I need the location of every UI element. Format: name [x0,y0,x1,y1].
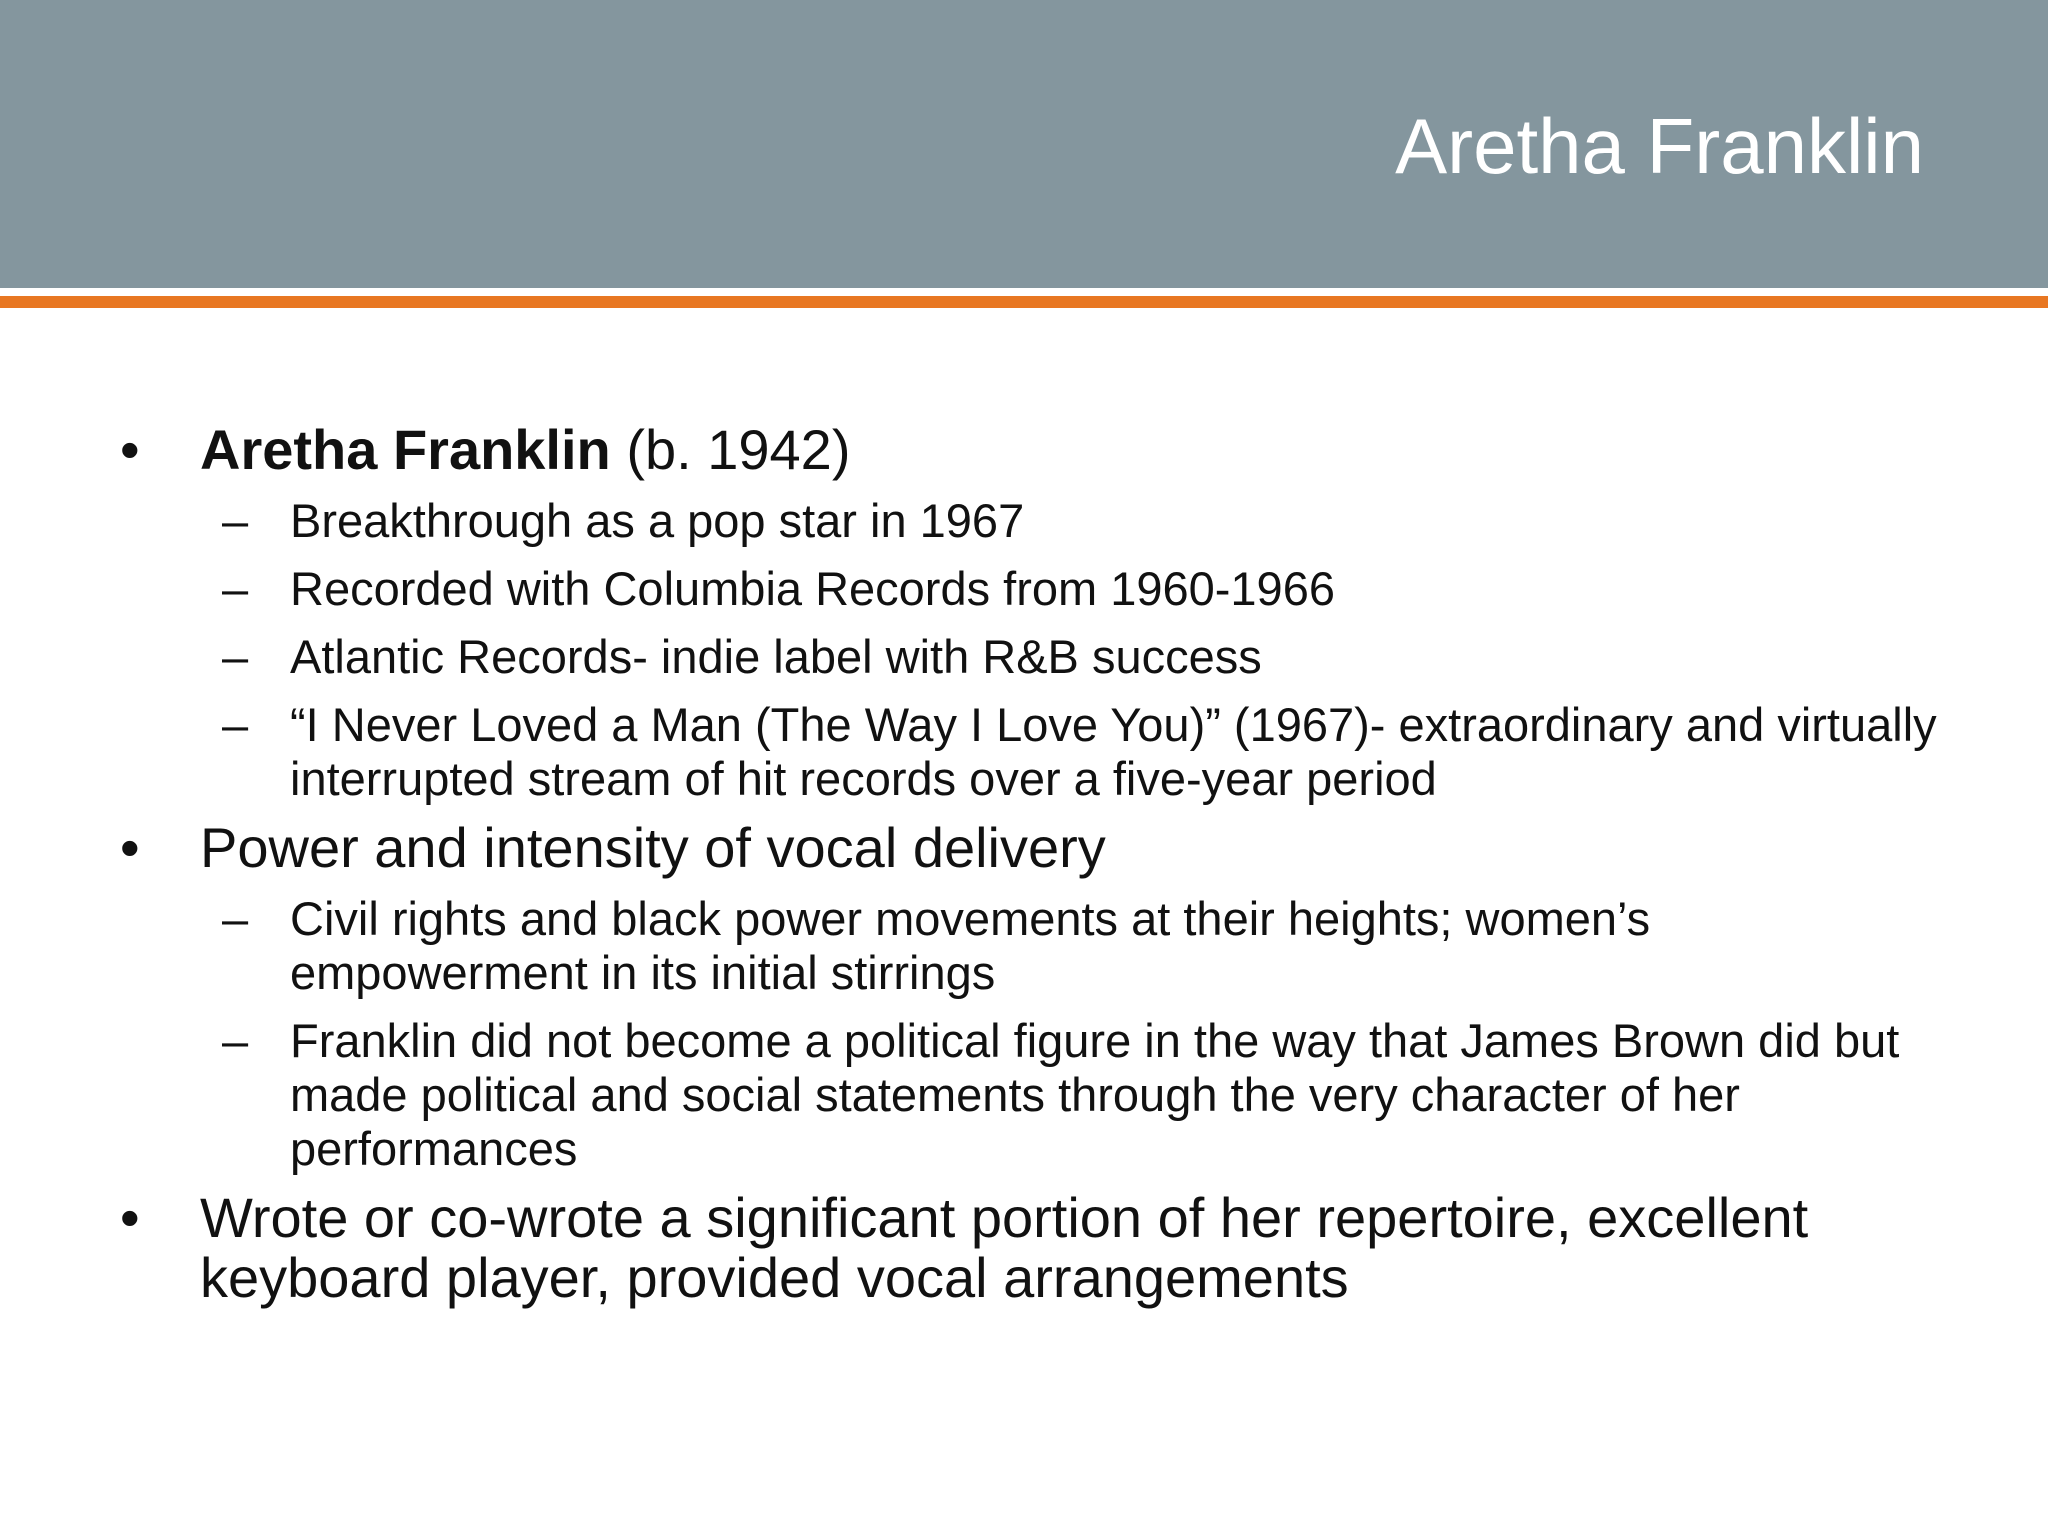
header-divider-gap [0,288,2048,296]
sub-bullet-text: Recorded with Columbia Records from 1960-1966 [290,562,1335,615]
bullet-point [0,1188,2048,1308]
bullet-text: Wrote or co-wrote a significant portion of her repertoire, excellent keyboard player, provided vocal arrangements [200,1186,1809,1309]
sub-bullet-text: Atlantic Records- indie label with R&B success [290,630,1262,683]
bullet-marker: • [120,816,140,879]
sub-bullet-point [0,494,2048,548]
sub-bullet-point [0,562,2048,616]
bullet-point [0,420,2048,480]
sub-bullet-point [0,1014,2048,1176]
bullet-bold-text: Aretha Franklin [200,418,611,481]
sub-bullet-text: “I Never Loved a Man (The Way I Love You)” (1967)- extraordinary and virtually interrupted stream of hit records over a five-year period [290,698,1937,805]
sub-bullet-point [0,892,2048,1000]
dash-marker: – [222,892,249,945]
slide-body [0,420,2048,1308]
dash-marker: – [222,1014,249,1067]
sub-bullet-text: Civil rights and black power movements at their heights; women’s empowerment in its initial stirrings [290,892,1651,999]
bullet-text: (b. 1942) [610,418,851,481]
slide-title: Aretha Franklin [1395,102,1924,190]
accent-divider-line [0,296,2048,308]
dash-marker: – [222,630,249,683]
dash-marker: – [222,698,249,751]
sub-bullet-point [0,630,2048,684]
sub-bullet-text: Franklin did not become a political figure in the way that James Brown did but made political and social statements through the very character of her performances [290,1014,1900,1175]
sub-bullet-point [0,698,2048,806]
bullet-marker: • [120,1186,140,1249]
bullet-text: Power and intensity of vocal delivery [200,816,1106,879]
dash-marker: – [222,494,249,547]
bullet-marker: • [120,418,140,481]
bullet-point [0,818,2048,878]
sub-bullet-text: Breakthrough as a pop star in 1967 [290,494,1025,547]
dash-marker: – [222,562,249,615]
